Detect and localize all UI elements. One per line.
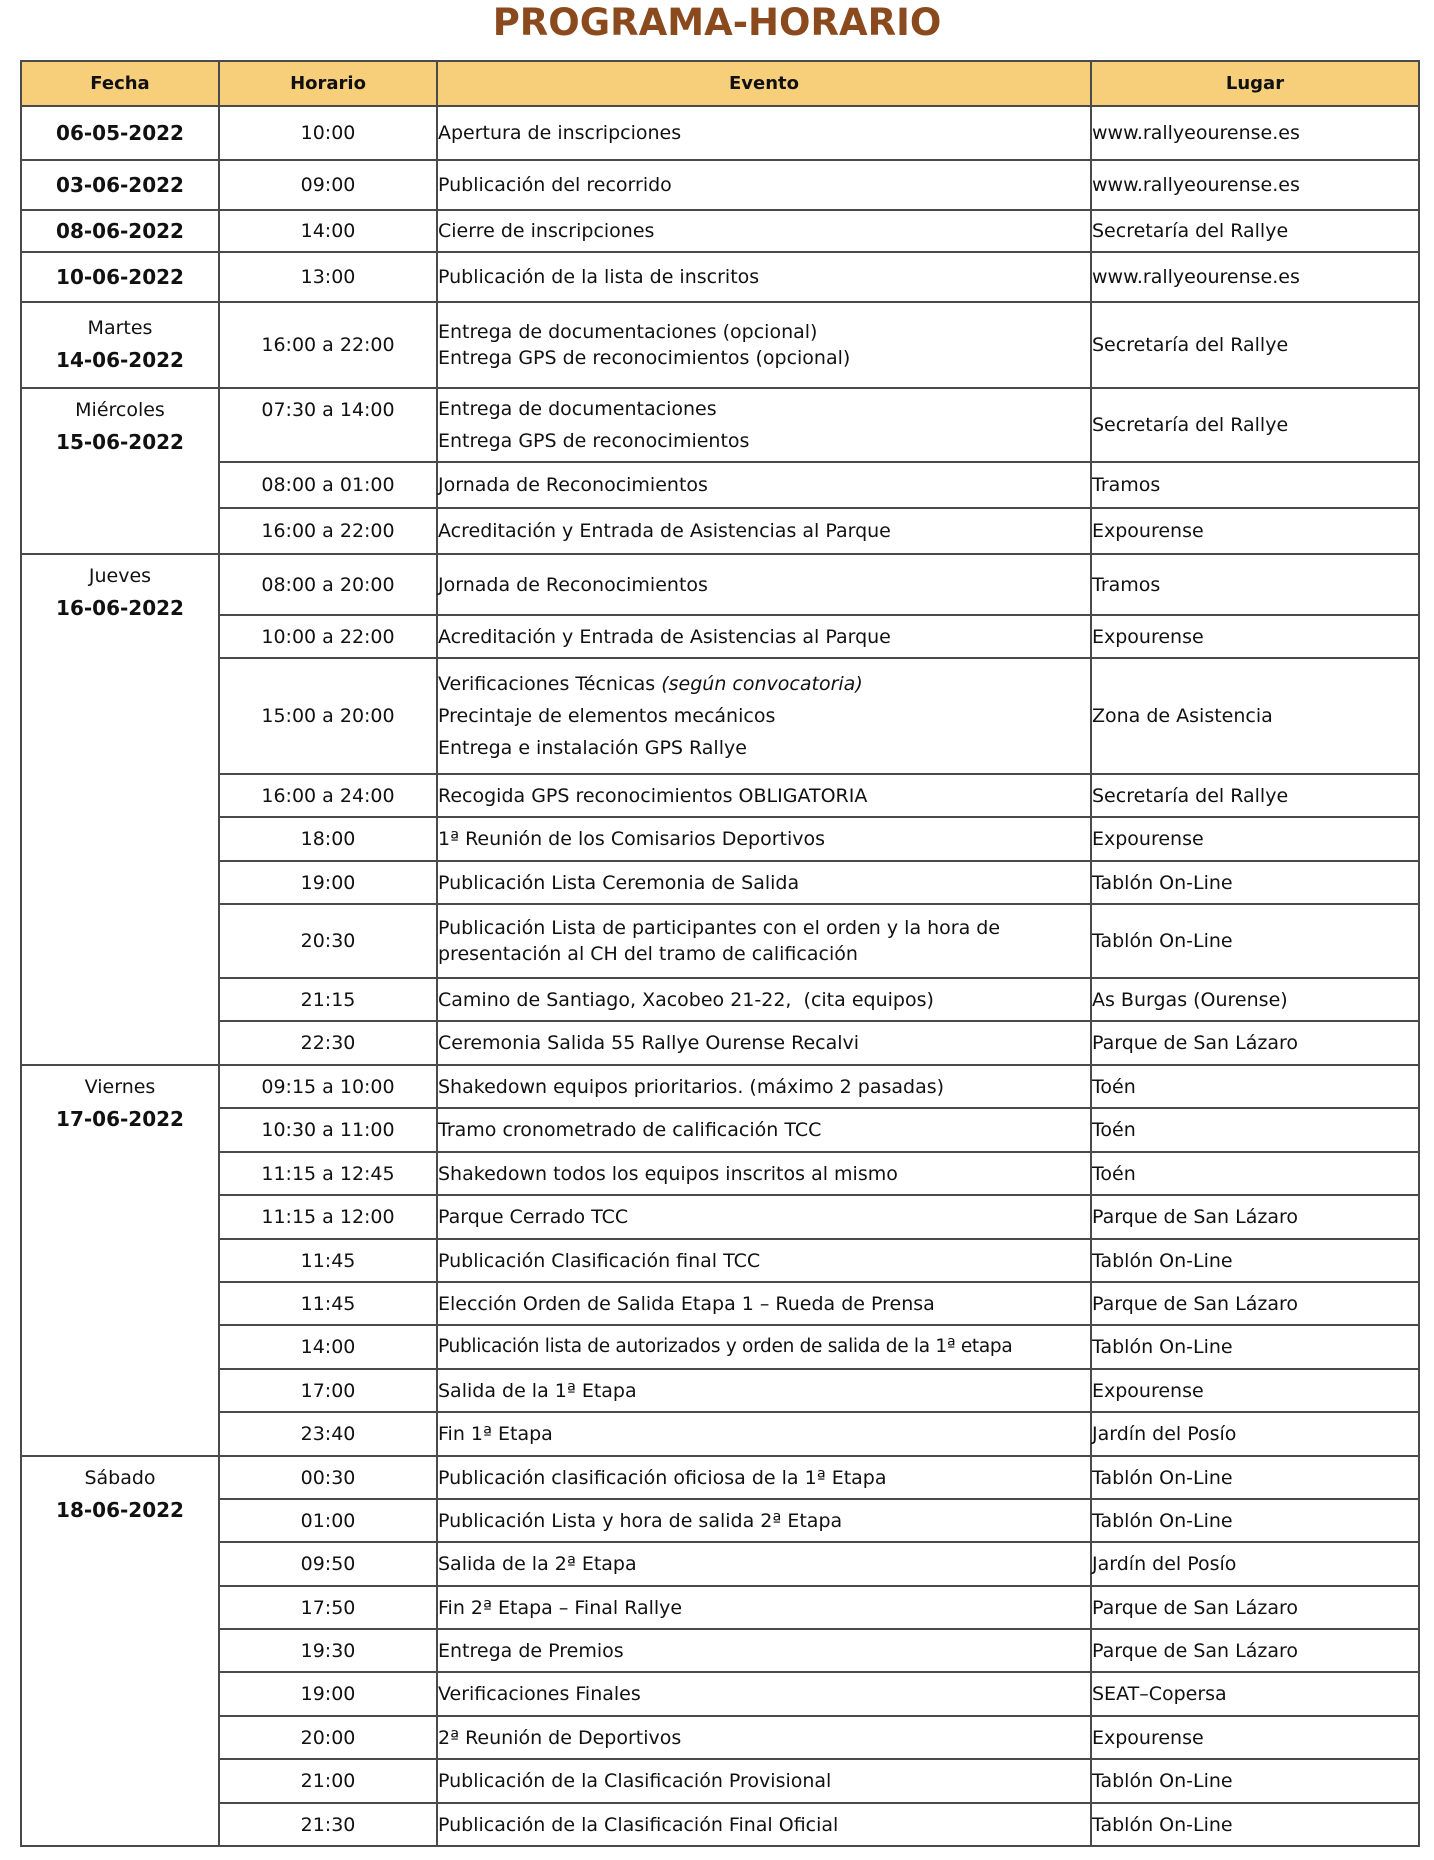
time-cell: 10:30 a 11:00	[219, 1108, 437, 1152]
table-row	[21, 508, 1419, 554]
place-cell: Expourense	[1091, 615, 1419, 658]
event-cell: Fin 2ª Etapa – Final Rallye	[437, 1586, 1091, 1629]
table-row	[21, 1803, 1419, 1846]
place-cell: Secretaría del Rallye	[1091, 302, 1419, 388]
time-cell: 11:15 a 12:00	[219, 1195, 437, 1239]
table-row	[21, 1369, 1419, 1412]
event-cell: Recogida GPS reconocimientos OBLIGATORIA	[437, 774, 1091, 817]
event-line	[438, 668, 1090, 700]
time-cell: 16:00 a 22:00	[219, 302, 437, 388]
place-cell: Tablón On-Line	[1091, 1239, 1419, 1282]
place-cell: As Burgas (Ourense)	[1091, 978, 1419, 1021]
event-cell: Jornada de Reconocimientos	[437, 462, 1091, 508]
table-row	[21, 1065, 1419, 1108]
weekday-text: Martes	[87, 317, 153, 339]
table-row	[21, 1629, 1419, 1672]
date-text: 08-06-2022	[56, 219, 184, 243]
event-line: Entrega GPS de reconocimientos (opcional)	[438, 347, 851, 369]
table-row	[21, 302, 1419, 388]
weekday-text: Miércoles	[75, 399, 165, 421]
table-row	[21, 1239, 1419, 1282]
event-cell	[437, 302, 1091, 388]
place-cell: Secretaría del Rallye	[1091, 774, 1419, 817]
place-cell: Tablón On-Line	[1091, 1499, 1419, 1542]
header-evento: Evento	[437, 61, 1091, 106]
event-cell: Verificaciones Finales	[437, 1672, 1091, 1716]
table-row	[21, 554, 1419, 615]
time-cell: 21:00	[219, 1759, 437, 1803]
event-cell: Entrega de Premios	[437, 1629, 1091, 1672]
time-cell: 09:15 a 10:00	[219, 1065, 437, 1108]
date-text: 18-06-2022	[56, 1498, 184, 1522]
table-row	[21, 1282, 1419, 1325]
table-row	[21, 615, 1419, 658]
date-text: 10-06-2022	[56, 265, 184, 289]
weekday-text: Jueves	[88, 565, 152, 587]
event-cell: Parque Cerrado TCC	[437, 1195, 1091, 1239]
weekday-text: Sábado	[84, 1467, 156, 1489]
event-line: Entrega GPS de reconocimientos	[438, 430, 750, 452]
date-cell	[21, 252, 219, 302]
time-cell: 19:30	[219, 1629, 437, 1672]
time-cell: 01:00	[219, 1499, 437, 1542]
time-cell: 13:00	[219, 252, 437, 302]
event-cell: Publicación Lista Ceremonia de Salida	[437, 861, 1091, 904]
time-cell: 20:00	[219, 1716, 437, 1759]
time-cell: 17:00	[219, 1369, 437, 1412]
header-lugar: Lugar	[1091, 61, 1419, 106]
event-cell: Acreditación y Entrada de Asistencias al Parque	[437, 508, 1091, 554]
event-cell: Publicación de la Clasificación Provisional	[437, 1759, 1091, 1803]
table-row	[21, 1586, 1419, 1629]
event-line: Entrega de documentaciones	[438, 398, 717, 420]
time-cell: 14:00	[219, 210, 437, 252]
table-row	[21, 978, 1419, 1021]
date-cell	[21, 106, 219, 160]
table-row	[21, 252, 1419, 302]
date-cell	[21, 210, 219, 252]
event-cell	[437, 388, 1091, 462]
event-cell: Publicación Lista y hora de salida 2ª Etapa	[437, 1499, 1091, 1542]
place-cell: Parque de San Lázaro	[1091, 1629, 1419, 1672]
table-row	[21, 462, 1419, 508]
event-line: presentación al CH del tramo de calificación	[438, 943, 858, 965]
schedule-table	[20, 60, 1420, 1847]
place-cell: Jardín del Posío	[1091, 1412, 1419, 1456]
table-row	[21, 904, 1419, 978]
event-cell: Apertura de inscripciones	[437, 106, 1091, 160]
event-line: Entrega de documentaciones (opcional)	[438, 321, 818, 343]
header-fecha: Fecha	[21, 61, 219, 106]
event-cell: Jornada de Reconocimientos	[437, 554, 1091, 615]
table-row	[21, 210, 1419, 252]
header-horario: Horario	[219, 61, 437, 106]
time-cell: 11:45	[219, 1239, 437, 1282]
place-cell: SEAT–Copersa	[1091, 1672, 1419, 1716]
time-cell: 21:30	[219, 1803, 437, 1846]
table-row	[21, 1412, 1419, 1456]
place-cell: Expourense	[1091, 1369, 1419, 1412]
time-cell: 00:30	[219, 1456, 437, 1499]
table-row	[21, 106, 1419, 160]
time-cell: 19:00	[219, 1672, 437, 1716]
event-cell: Publicación lista de autorizados y orden de salida de la 1ª etapa	[437, 1325, 1091, 1369]
event-cell: Tramo cronometrado de calificación TCC	[437, 1108, 1091, 1152]
place-cell: Tablón On-Line	[1091, 1803, 1419, 1846]
page-title: PROGRAMA-HORARIO	[492, 1, 942, 44]
table-row	[21, 388, 1419, 462]
event-cell: Shakedown todos los equipos inscritos al mismo	[437, 1152, 1091, 1195]
date-text: 15-06-2022	[56, 430, 184, 454]
event-line: Entrega e instalación GPS Rallye	[438, 737, 747, 759]
event-cell	[437, 904, 1091, 978]
date-text: 16-06-2022	[56, 596, 184, 620]
date-text: 03-06-2022	[56, 173, 184, 197]
table-row	[21, 1672, 1419, 1716]
event-note: (según convocatoria)	[661, 673, 863, 695]
place-cell: Zona de Asistencia	[1091, 658, 1419, 774]
time-cell: 20:30	[219, 904, 437, 978]
time-cell: 16:00 a 24:00	[219, 774, 437, 817]
event-cell: Cierre de inscripciones	[437, 210, 1091, 252]
event-cell: Acreditación y Entrada de Asistencias al Parque	[437, 615, 1091, 658]
place-cell: Jardín del Posío	[1091, 1542, 1419, 1586]
event-cell	[437, 658, 1091, 774]
time-cell: 23:40	[219, 1412, 437, 1456]
table-row	[21, 817, 1419, 861]
place-cell: www.rallyeourense.es	[1091, 160, 1419, 210]
place-cell: Secretaría del Rallye	[1091, 388, 1419, 462]
table-row	[21, 1152, 1419, 1195]
date-cell	[21, 388, 219, 554]
time-cell: 22:30	[219, 1021, 437, 1065]
event-cell: Camino de Santiago, Xacobeo 21-22, (cita equipos)	[437, 978, 1091, 1021]
event-cell: 1ª Reunión de los Comisarios Deportivos	[437, 817, 1091, 861]
date-text: 17-06-2022	[56, 1107, 184, 1131]
time-cell: 17:50	[219, 1586, 437, 1629]
time-cell: 14:00	[219, 1325, 437, 1369]
event-cell: Publicación de la lista de inscritos	[437, 252, 1091, 302]
place-cell: Parque de San Lázaro	[1091, 1021, 1419, 1065]
event-cell: Ceremonia Salida 55 Rallye Ourense Recalvi	[437, 1021, 1091, 1065]
event-line: Publicación Lista de participantes con el orden y la hora de	[438, 917, 1001, 939]
table-row	[21, 1108, 1419, 1152]
time-cell: 10:00 a 22:00	[219, 615, 437, 658]
time-cell: 18:00	[219, 817, 437, 861]
weekday-text: Viernes	[84, 1076, 156, 1098]
date-cell	[21, 302, 219, 388]
place-cell: Tablón On-Line	[1091, 904, 1419, 978]
table-row	[21, 1325, 1419, 1369]
place-cell: Toén	[1091, 1108, 1419, 1152]
event-cell: Elección Orden de Salida Etapa 1 – Rueda de Prensa	[437, 1282, 1091, 1325]
date-cell	[21, 554, 219, 1065]
event-cell: Shakedown equipos prioritarios. (máximo 2 pasadas)	[437, 1065, 1091, 1108]
event-cell: Publicación del recorrido	[437, 160, 1091, 210]
event-cell: Publicación de la Clasificación Final Oficial	[437, 1803, 1091, 1846]
place-cell: Tramos	[1091, 554, 1419, 615]
event-cell: Salida de la 2ª Etapa	[437, 1542, 1091, 1586]
place-cell: Toén	[1091, 1152, 1419, 1195]
date-cell	[21, 160, 219, 210]
event-line: Precintaje de elementos mecánicos	[438, 705, 776, 727]
time-cell: 11:15 a 12:45	[219, 1152, 437, 1195]
table-row	[21, 1499, 1419, 1542]
time-cell: 11:45	[219, 1282, 437, 1325]
place-cell: Tablón On-Line	[1091, 1325, 1419, 1369]
event-cell: Publicación clasificación oficiosa de la 1ª Etapa	[437, 1456, 1091, 1499]
table-row	[21, 160, 1419, 210]
time-cell: 09:00	[219, 160, 437, 210]
event-cell: Publicación Clasificación final TCC	[437, 1239, 1091, 1282]
place-cell: Toén	[1091, 1065, 1419, 1108]
place-cell: Expourense	[1091, 817, 1419, 861]
place-cell: www.rallyeourense.es	[1091, 106, 1419, 160]
time-cell: 16:00 a 22:00	[219, 508, 437, 554]
date-cell	[21, 1456, 219, 1846]
place-cell: Parque de San Lázaro	[1091, 1586, 1419, 1629]
event-cell: Salida de la 1ª Etapa	[437, 1369, 1091, 1412]
event-line-text: Verificaciones Técnicas	[438, 673, 656, 695]
event-cell: 2ª Reunión de Deportivos	[437, 1716, 1091, 1759]
time-cell: 07:30 a 14:00	[219, 388, 437, 462]
time-cell: 08:00 a 01:00	[219, 462, 437, 508]
place-cell: www.rallyeourense.es	[1091, 252, 1419, 302]
date-text: 14-06-2022	[56, 348, 184, 372]
table-row	[21, 1759, 1419, 1803]
table-row	[21, 1021, 1419, 1065]
time-cell: 19:00	[219, 861, 437, 904]
place-cell: Tramos	[1091, 462, 1419, 508]
time-cell: 21:15	[219, 978, 437, 1021]
table-row	[21, 1456, 1419, 1499]
place-cell: Parque de San Lázaro	[1091, 1195, 1419, 1239]
place-cell: Expourense	[1091, 1716, 1419, 1759]
time-cell: 15:00 a 20:00	[219, 658, 437, 774]
time-cell: 09:50	[219, 1542, 437, 1586]
table-row	[21, 658, 1419, 774]
place-cell: Secretaría del Rallye	[1091, 210, 1419, 252]
date-cell	[21, 1065, 219, 1456]
place-cell: Tablón On-Line	[1091, 861, 1419, 904]
table-row	[21, 861, 1419, 904]
place-cell: Tablón On-Line	[1091, 1456, 1419, 1499]
time-cell: 08:00 a 20:00	[219, 554, 437, 615]
event-cell: Fin 1ª Etapa	[437, 1412, 1091, 1456]
table-row	[21, 1195, 1419, 1239]
place-cell: Parque de San Lázaro	[1091, 1282, 1419, 1325]
time-cell: 10:00	[219, 106, 437, 160]
table-row	[21, 774, 1419, 817]
table-row	[21, 1542, 1419, 1586]
header-row	[21, 61, 1419, 106]
date-text: 06-05-2022	[56, 121, 184, 145]
place-cell: Expourense	[1091, 508, 1419, 554]
table-row	[21, 1716, 1419, 1759]
place-cell: Tablón On-Line	[1091, 1759, 1419, 1803]
